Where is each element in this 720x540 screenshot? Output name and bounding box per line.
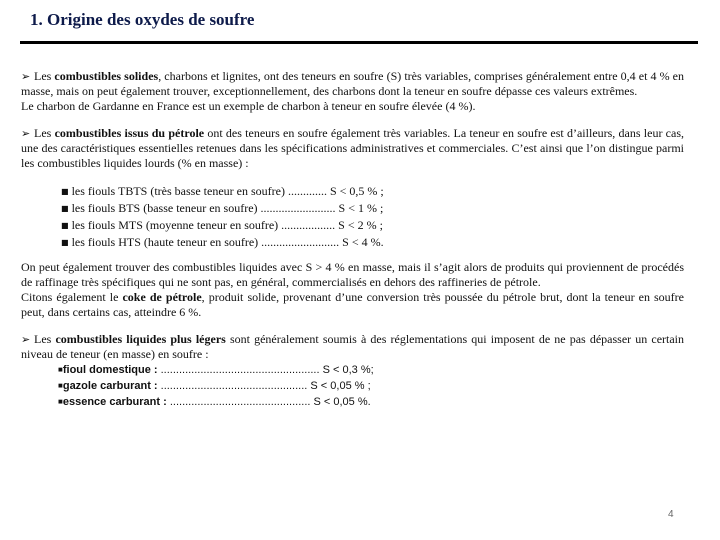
square-bullet-icon: ■ [58, 381, 63, 390]
list-item: ■essence carburant : .............................................. S < 0,05 %. [58, 396, 371, 408]
list-item: ■ les fiouls BTS (basse teneur en soufre) ......................... S < 1 % ; [61, 201, 384, 215]
lead-text: Les [34, 126, 55, 140]
slide-content [21, 69, 684, 410]
arrow-bullet-icon: ➢ [21, 127, 31, 140]
list-item: ■ les fiouls HTS (haute teneur en soufre) .......................... S < 4 %. [61, 235, 384, 249]
bold-term: combustibles issus du pétrole [54, 126, 205, 140]
paragraph-petroleum-fuels [21, 126, 684, 171]
arrow-bullet-icon: ➢ [21, 333, 31, 346]
list-item: ■ les fiouls TBTS (très basse teneur en soufre) ............. S < 0,5 % ; [61, 184, 384, 198]
lead-text: Les [34, 69, 55, 83]
body-text: sont généralement soumis à des réglementations qui imposent de ne pas dépasser un certain niveau de teneur (en masse) en soufre : [21, 332, 685, 361]
square-bullet-icon: ■ [61, 204, 69, 213]
page-number: 4 [668, 509, 674, 520]
paragraph-light-fuels [21, 332, 684, 362]
square-bullet-icon: ■ [61, 221, 69, 230]
arrow-bullet-icon: ➢ [21, 70, 31, 83]
paragraph-high-sulfur: On peut également trouver des combustibles liquides avec S > 4 % en masse, mais il s’agit alors de produits qui proviennent de procédés de raffinage très spécifiques qui ne sont pas, en général, commercialisés en dehors des raffineries de pétrole. [21, 260, 684, 289]
bold-term: coke de pétrole [122, 290, 202, 304]
paragraph-petroleum-coke: Citons également le coke de pétrole, produit solide, provenant d’une conversion très poussée du pétrole brut, dont la teneur en soufre peut, dans certains cas, atteindre 6 %. [21, 290, 684, 319]
paragraph-solid-fuels [21, 69, 684, 99]
bold-term: combustibles solides [54, 69, 159, 83]
list-item: ■gazole carburant : ................................................ S < 0,05 % ; [58, 380, 371, 392]
bold-term: combustibles liquides plus légers [55, 332, 226, 346]
body-text: ont des teneurs en soufre également très variables. La teneur en soufre est d’ailleurs, dans leur cas, une des caractéristiques essentielles retenues dans les spécifications administratives et commerciales. C’est ainsi que l’on distingue parmi les combustibles liquides lourds (% en masse) : [21, 126, 684, 170]
square-bullet-icon: ■ [61, 238, 69, 247]
square-bullet-icon: ■ [58, 365, 63, 374]
title-underline [20, 41, 698, 44]
lead-text: Les [34, 332, 56, 346]
list-item: ■fioul domestique : .................................................... S < 0,3 %; [58, 364, 374, 376]
body-text: , charbons et lignites, ont des teneurs en soufre (S) très variables, comprises généralement entre 0,4 et 4 % en masse, mais on peut également trouver, exceptionnellement, des charbons dont la teneur en soufre dépasse ces valeurs extrêmes. [21, 69, 685, 98]
list-item: ■ les fiouls MTS (moyenne teneur en soufre) .................. S < 2 % ; [61, 218, 383, 232]
square-bullet-icon: ■ [61, 187, 69, 196]
page-title: 1. Origine des oxydes de soufre [30, 10, 255, 29]
square-bullet-icon: ■ [58, 397, 63, 406]
paragraph-gardanne: Le charbon de Gardanne en France est un exemple de charbon à teneur en soufre élevée (4 %). [21, 99, 476, 113]
